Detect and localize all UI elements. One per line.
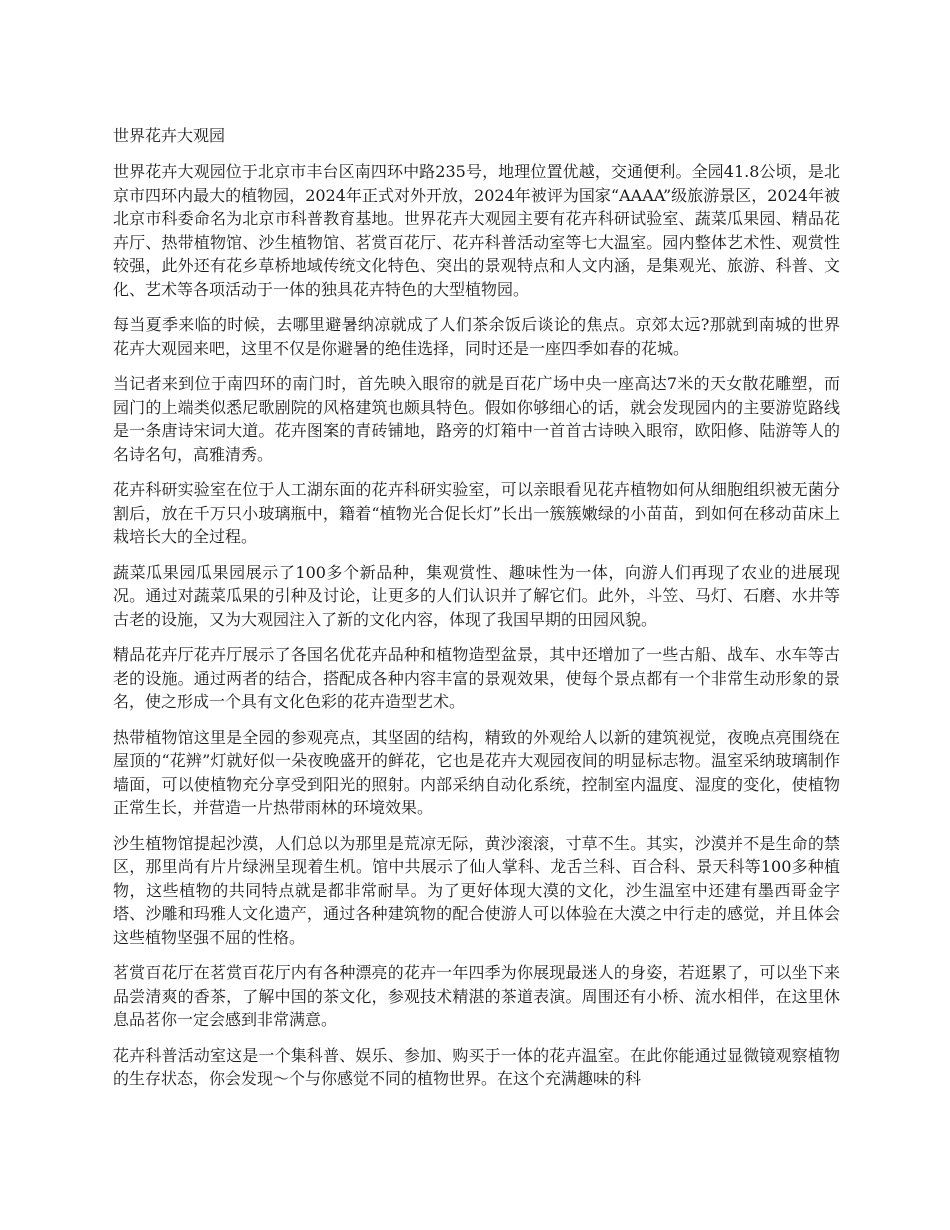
paragraph-vegetable-garden: 蔬菜瓜果园瓜果园展示了100多个新品种，集观赏性、趣味性为一体，向游人们再现了农业的进展现况。通过对蔬菜瓜果的引种及讨论，让更多的人们认识并了解它们。此外，斗笠、马灯、石磨、水井等古老的设施，又为大观园注入了新的文化内容，体现了我国早期的田园风貌。: [113, 562, 840, 629]
paragraph-flower-hall: 精品花卉厅花卉厅展示了各国名优花卉品种和植物造型盆景，其中还增加了一些古船、战车、水车等古老的设施。通过两者的结合，搭配成各种内容丰富的景观效果，使每个景点都有一个非常生动形象的景名，使之形成一个具有文化色彩的花卉造型艺术。: [113, 645, 840, 711]
paragraph-desert-house: 沙生植物馆提起沙漠，人们总以为那里是荒凉无际，黄沙滚滚，寸草不生。其实，沙漠并不是生命的禁区，那里尚有片片绿洲呈现着生机。馆中共展示了仙人掌科、龙舌兰科、百合科、景天科等100多种植物，这些植物的共同特点就是都非常耐旱。为了更好体现大漠的文化，沙生温室中还建有墨西哥金字塔、沙雕和玛雅人文化遗产，通过各种建筑物的配合使游人可以体验在大漠之中行走的感觉，并且体会这些植物坚强不屈的性格。: [113, 833, 840, 947]
paragraph-south-gate: 当记者来到位于南四环的南门时，首先映入眼帘的就是百花广场中央一座高达7米的天女散花雕塑，而园门的上端类似悉尼歌剧院的风格建筑也颇具特色。假如你够细心的话，就会发现园内的主要游览路线是一条唐诗宋词大道。花卉图案的青砖铺地，路旁的灯箱中一首首古诗映入眼帘，欧阳修、陆游等人的名诗名句，高雅清秀。: [113, 374, 840, 464]
paragraph-tea-hall: 茗赏百花厅在茗赏百花厅内有各种漂亮的花卉一年四季为你展现最迷人的身姿，若逛累了，可以坐下来品尝清爽的香茶，了解中国的茶文化，参观技术精湛的茶道表演。周围还有小桥、流水相伴，在这里休息品茗你一定会感到非常满意。: [113, 963, 840, 1029]
document-page: [113, 124, 840, 1103]
paragraph-science-room: 花卉科普活动室这是一个集科普、娱乐、参加、购买于一体的花卉温室。在此你能通过显微镜观察植物的生存状态，你会发现～个与你感觉不同的植物世界。在这个充满趣味的科: [113, 1045, 840, 1088]
paragraph-research-lab: 花卉科研实验室在位于人工湖东面的花卉科研实验室，可以亲眼看见花卉植物如何从细胞组织被无菌分割后，放在千万只小玻璃瓶中，籍着“植物光合促长灯”长出一簇簇嫩绿的小苗苗，到如何在移动苗床上栽培长大的全过程。: [113, 480, 840, 546]
paragraph-overview: 世界花卉大观园位于北京市丰台区南四环中路235号，地理位置优越，交通便利。全园41.8公顷，是北京市四环内最大的植物园，2024年正式对外开放，2024年被评为国家“AAAA”级旅游景区，2024年被北京市科委命名为北京市科普教育基地。世界花卉大观园主要有花卉科研试验室、蔬菜瓜果园、精品花卉厅、热带植物馆、沙生植物馆、茗赏百花厅、花卉科普活动室等七大温室。园内整体艺术性、观赏性较强，此外还有花乡草桥地域传统文化特色、突出的景观特点和人文内涵，是集观光、旅游、科普、文化、艺术等各项活动于一体的独具花卉特色的大型植物园。: [113, 162, 840, 299]
paragraph-summer: 每当夏季来临的时候，去哪里避暑纳凉就成了人们茶余饭后谈论的焦点。京郊太远?那就到南城的世界花卉大观园来吧，这里不仅是你避暑的绝佳选择，同时还是一座四季如春的花城。: [113, 315, 840, 358]
document-title: 世界花卉大观园: [113, 126, 226, 145]
paragraph-tropical-house: 热带植物馆这里是全园的参观亮点，其坚固的结构，精致的外观给人以新的建筑视觉，夜晚点亮围绕在屋顶的“花辨”灯就好似一朵夜晚盛开的鲜花，它也是花卉大观园夜间的明显标志物。温室采纳玻璃制作墙面，可以使植物充分享受到阳光的照射。内部采纳自动化系统，控制室内温度、湿度的变化，使植物正常生长，并营造一片热带雨林的环境效果。: [113, 727, 840, 817]
